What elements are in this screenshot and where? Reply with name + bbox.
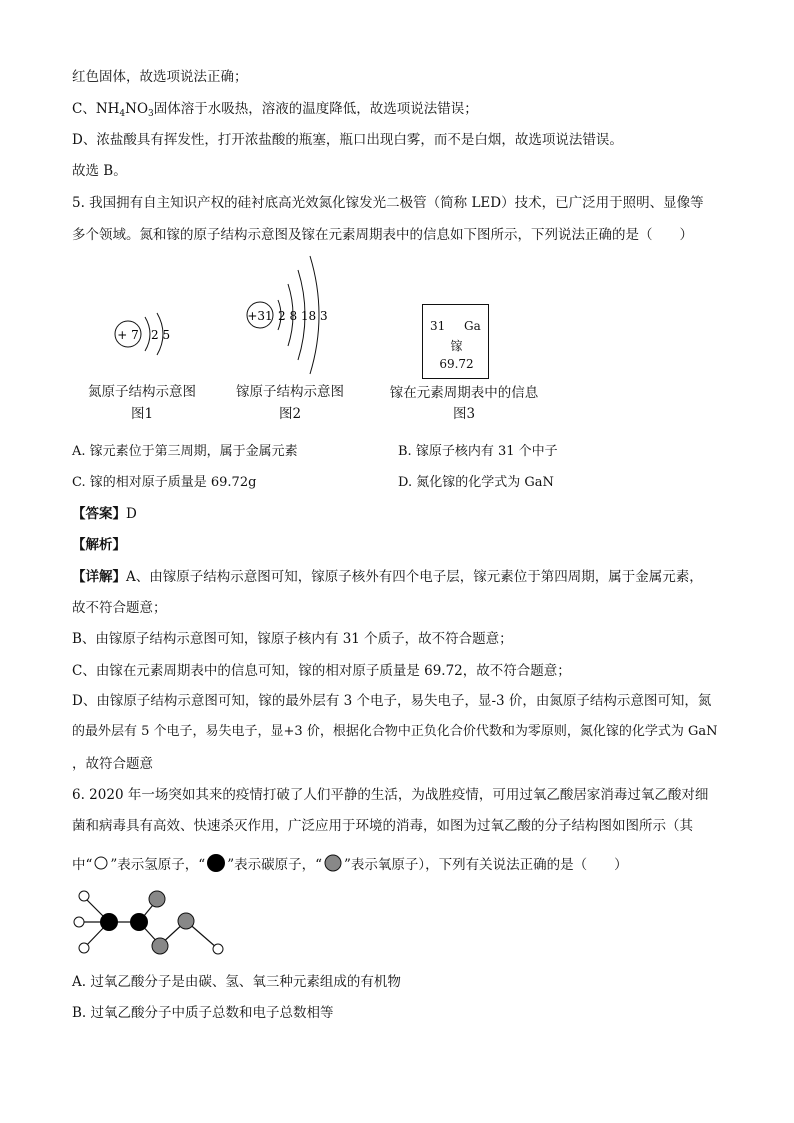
detail-line	[72, 568, 703, 586]
nucleus-charge: + 7	[117, 328, 139, 342]
option-c: C. 镓的相对原子质量是 69.72g	[72, 475, 257, 490]
hydrogen-atom	[79, 943, 89, 953]
text-fragment: ”表示碳原子，“	[227, 857, 323, 873]
question-6-option-a: A. 过氧乙酸分子是由碳、氢、氧三种元素组成的有机物	[72, 974, 401, 990]
hydrogen-atom	[79, 891, 89, 901]
question-6-line-2: 菌和病毒具有高效、快速杀灭作用，广泛应用于环境的消毒，如图为过氧乙酸的分子结构图如图所示（其	[72, 818, 693, 834]
element-name: 镓	[450, 339, 463, 353]
answer-tag: 【答案】	[72, 506, 126, 522]
text-fragment: 中“	[72, 857, 93, 873]
question-5-line-1: 5. 我国拥有自主知识产权的硅衬底高光效氮化镓发光二极管（简称 LED）技术，已广泛用于照明、显像等	[72, 195, 704, 211]
hydrogen-atom	[74, 917, 84, 927]
question-6-line-1: 6. 2020 年一场突如其来的疫情打破了人们平静的生活，为战胜疫情，可用过氧乙酸居家消毒过氧乙酸对细	[72, 787, 709, 803]
question-6-option-b: B. 过氧乙酸分子中质子总数和电子总数相等	[72, 1005, 334, 1021]
figure-3-caption: 镓在元素周期表中的信息	[389, 385, 539, 401]
oxygen-atom	[178, 913, 194, 929]
oxygen-atom	[152, 938, 168, 954]
text-line: 故选 B。	[72, 163, 127, 179]
analysis-tag: 【解析】	[72, 537, 126, 553]
question-5-line-2: 多个领域。氮和镓的原子结构示意图及镓在元素周期表中的信息如下图所示，下列说法正确的是（ ）	[72, 227, 693, 243]
question-6-line-3	[72, 852, 628, 876]
figure-2-label: 图2	[278, 406, 302, 422]
hydrogen-atom	[213, 944, 223, 954]
shell-electrons: 2 5	[151, 328, 171, 342]
atomic-mass: 69.72	[439, 357, 474, 371]
figure-1-label: 图1	[130, 406, 154, 422]
element-symbol: Ga	[464, 319, 481, 333]
gallium-atom-diagram	[238, 252, 338, 382]
figure-1-caption: 氮原子结构示意图	[88, 384, 196, 400]
text-fragment: C、NH	[72, 101, 120, 117]
carbon-atom	[100, 913, 118, 931]
white-circle-icon	[92, 854, 110, 872]
detail-tag: 【详解】	[72, 569, 126, 585]
peracetic-acid-molecule-diagram	[72, 885, 232, 960]
text-line: D、浓盐酸具有挥发性，打开浓盐酸的瓶塞，瓶口出现白雾，而不是白烟，故选项说法错误。	[72, 132, 623, 148]
text-fragment: NO	[125, 101, 149, 117]
shell-electrons: 2 8 18 3	[278, 309, 328, 323]
detail-line: C、由镓在元素周期表中的信息可知，镓的相对原子质量是 69.72，故不符合题意；	[72, 663, 571, 679]
detail-line: ，故符合题意	[72, 756, 153, 772]
answer-value: D	[126, 506, 137, 522]
option-d: D. 氮化镓的化学式为 GaN	[398, 475, 554, 490]
subscript: 3	[148, 109, 154, 119]
detail-line: B、由镓原子结构示意图可知，镓原子核内有 31 个质子，故不符合题意；	[72, 631, 513, 647]
detail-line: 的最外层有 5 个电子，易失电子，显+3 价，根据化合物中正负化合价代数和为零原则，氮化镓的化学式为 GaN	[72, 724, 718, 739]
subscript: 4	[119, 109, 126, 119]
oxygen-atom	[149, 891, 165, 907]
text-fragment: ”表示氢原子，“	[110, 857, 206, 873]
detail-line: 故不符合题意；	[72, 600, 167, 616]
option-a: A. 镓元素位于第三周期，属于金属元素	[72, 444, 298, 459]
figure-2-caption: 镓原子结构示意图	[236, 384, 344, 400]
text-fragment: 固体溶于水吸热，溶液的温度降低，故选项说法错误；	[153, 101, 478, 117]
detail-text: A、由镓原子结构示意图可知，镓原子核外有四个电子层，镓元素位于第四周期，属于金属元素，	[126, 569, 703, 585]
nitrogen-atom-diagram	[100, 300, 210, 370]
answer-line	[72, 505, 137, 523]
black-circle-icon	[205, 852, 227, 874]
atomic-number: 31	[430, 319, 446, 333]
detail-line: D、由镓原子结构示意图可知，镓的最外层有 3 个电子，易失电子，显-3 价，由氮原子结构示意图可知，氮	[72, 693, 712, 709]
carbon-atom	[130, 913, 148, 931]
grey-circle-icon	[322, 852, 344, 874]
periodic-table-cell	[422, 304, 489, 379]
nucleus-charge: +31	[247, 309, 273, 323]
figure-3-label: 图3	[452, 406, 476, 422]
option-b: B. 镓原子核内有 31 个中子	[398, 444, 558, 459]
text-fragment: ”表示氧原子），下列有关说法正确的是（ ）	[344, 857, 628, 873]
text-line	[72, 100, 478, 123]
electron-shell	[145, 317, 150, 351]
text-line: 红色固体，故选项说法正确；	[72, 69, 248, 85]
